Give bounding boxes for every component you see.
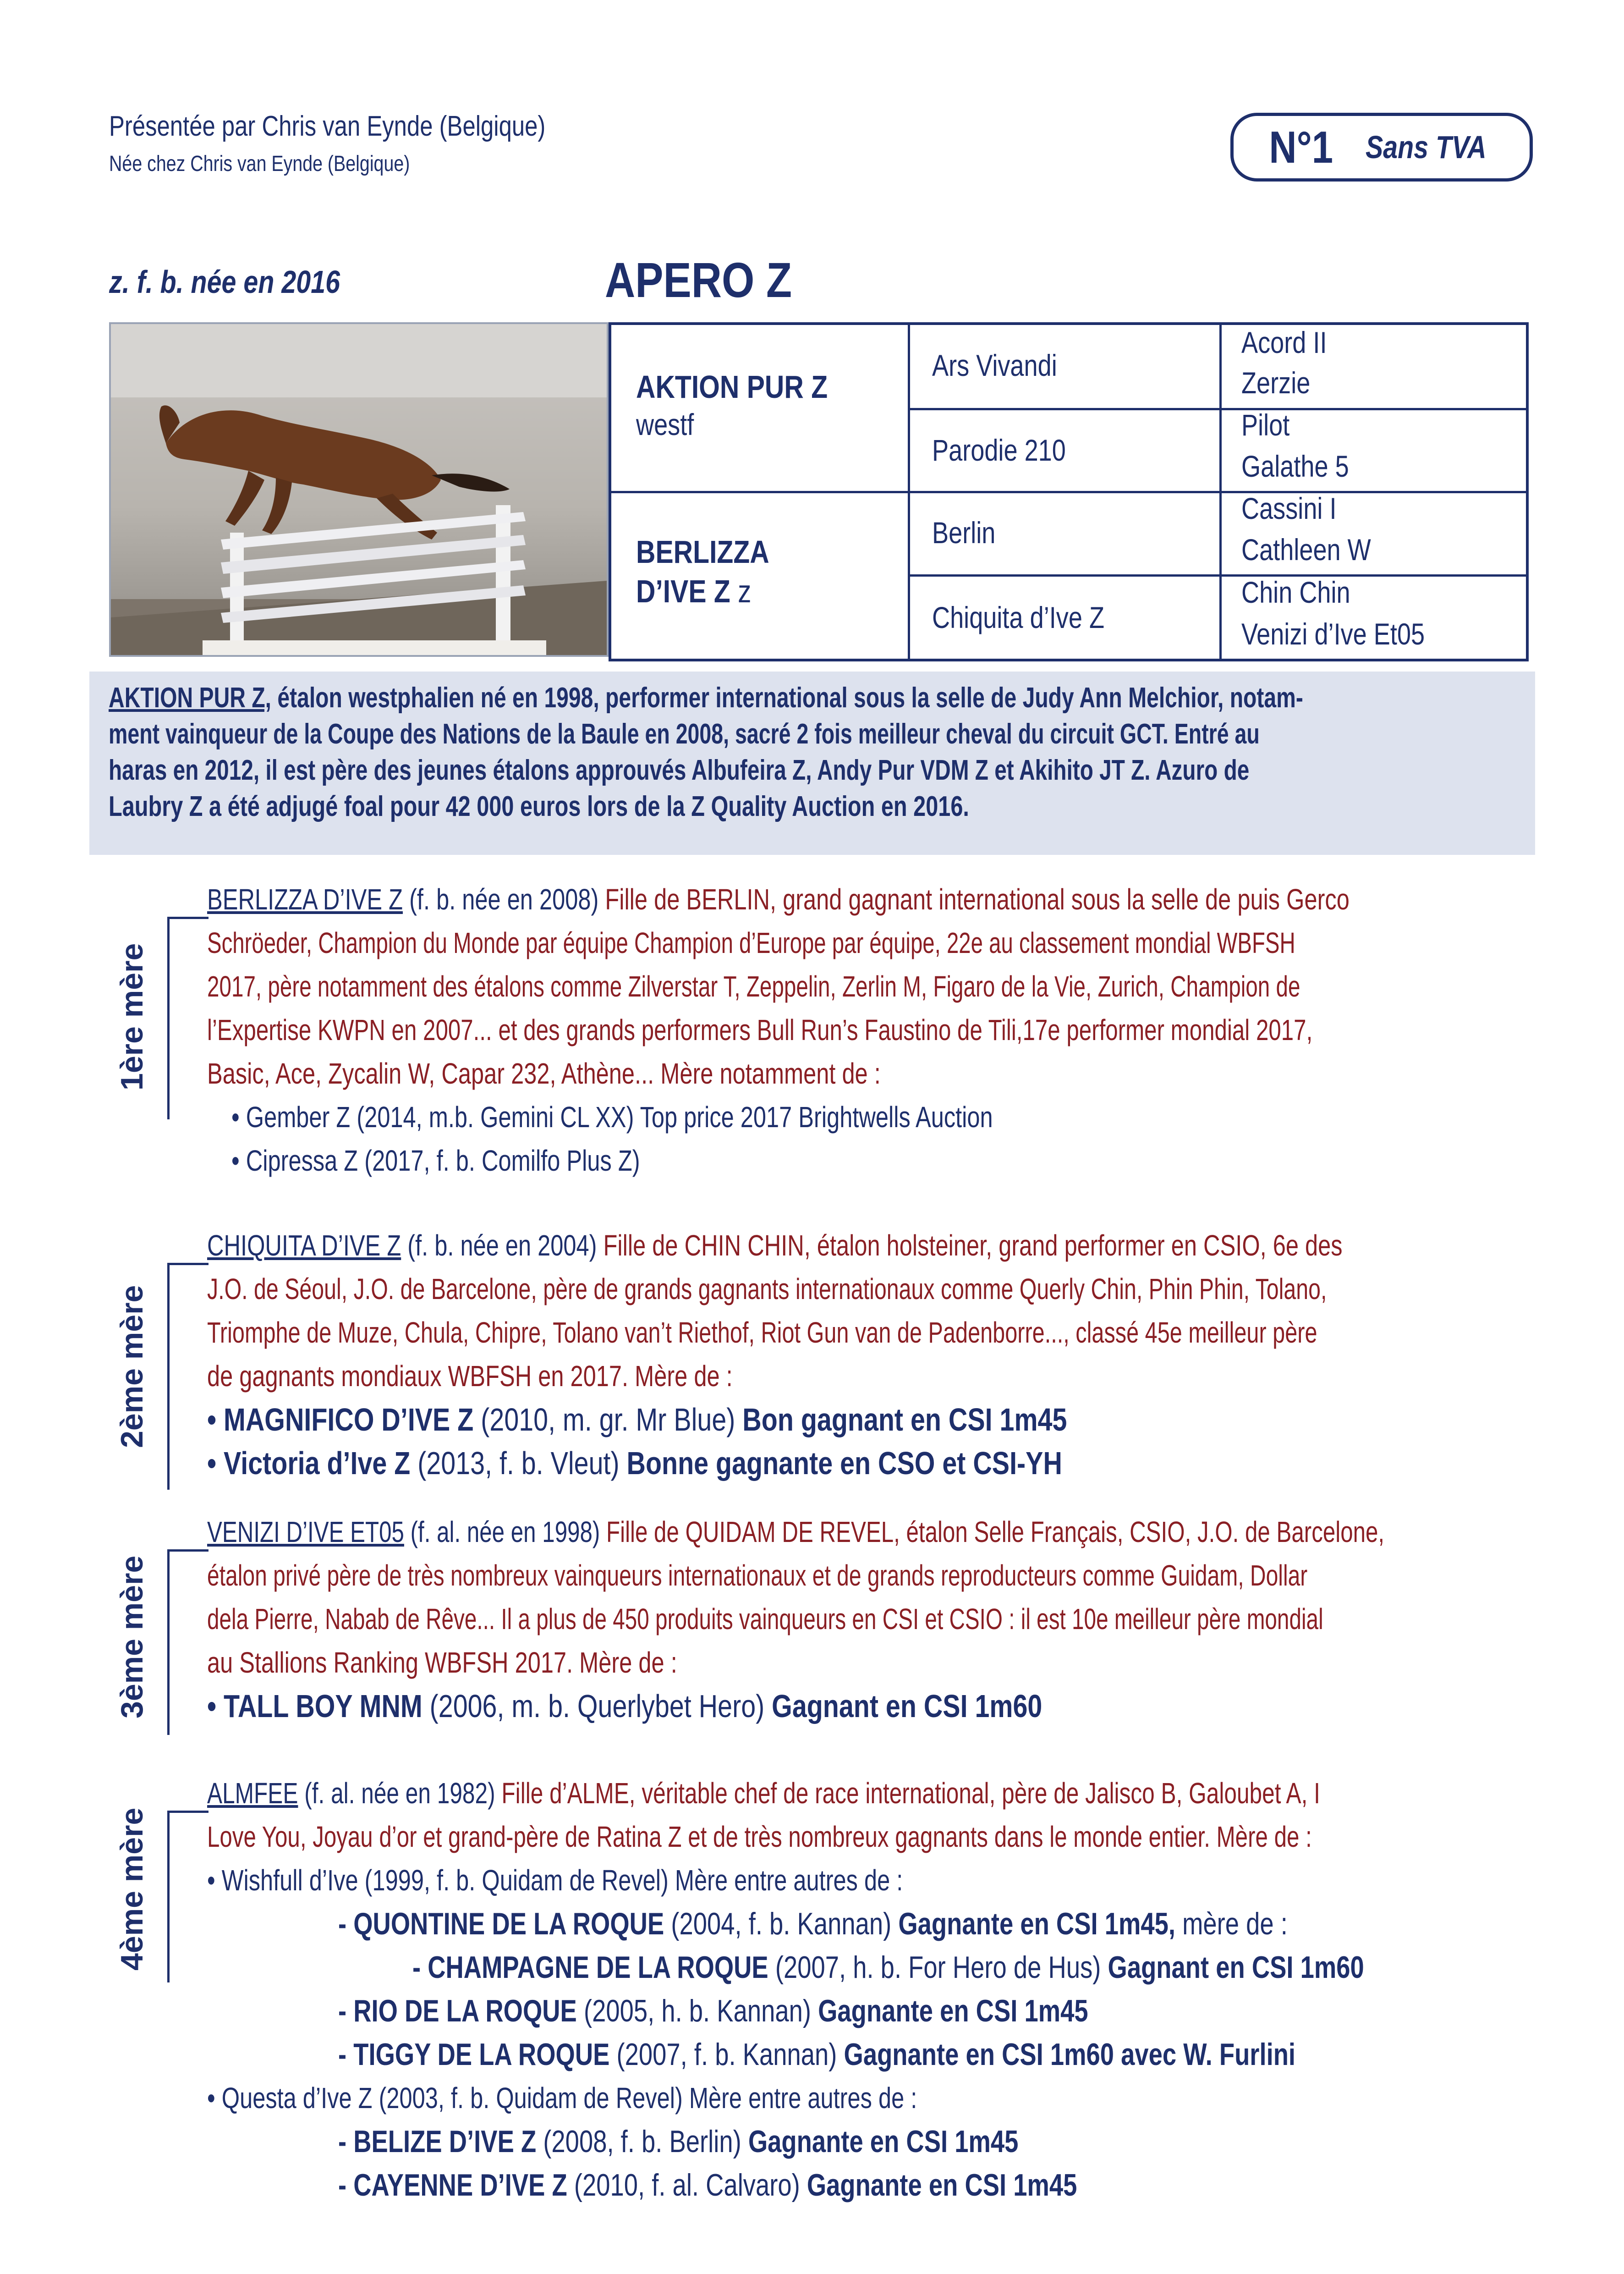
dam-3-name: VENIZI D’IVE ET05 <box>207 1515 404 1548</box>
dam-name-line2: D’IVE Z <box>636 573 730 609</box>
pedigree-table <box>609 322 1529 661</box>
dam-3-line-2: étalon privé père de très nombreux vainqueurs internationaux et de grands reproducteurs comme Guidam, Dollar <box>207 1559 1308 1592</box>
dam-1-produce-1: • Gember Z (2014, m.b. Gemini CL XX) Top price 2017 Brightwells Auction <box>231 1101 993 1134</box>
dam-4-grand-5-name: - BELIZE D’IVE Z <box>338 2124 537 2159</box>
dam-2-produce-2-meta: (2013, f. b. Vleut) <box>410 1445 627 1481</box>
dam-4-line-2: Love You, Joyau d’or et grand-père de Ratina Z et de très nombreux gagnants dans le monde entier. Mère de : <box>207 1820 1312 1853</box>
dam-4-grand-3-name: - RIO DE LA ROQUE <box>338 1993 577 2028</box>
dam-4-grand-2-perf: Gagnant en CSI 1m60 <box>1108 1950 1364 1985</box>
info-line-4: Laubry Z a été adjugé foal pour 42 000 euros lors de la Z Quality Auction en 2016. <box>109 791 969 822</box>
dam-4-grand-4-meta: (2007, f. b. Kannan) <box>609 2037 844 2072</box>
dam-2-produce-1-meta: (2010, m. gr. Mr Blue) <box>473 1402 743 1437</box>
info-line-3: haras en 2012, il est père des jeunes étalons approuvés Albufeira Z, Andy Pur VDM Z et Akihito JT Z. Azuro de <box>109 754 1250 786</box>
sire-dam: Parodie 210 <box>932 433 1066 467</box>
lot-vat: Sans TVA <box>1366 129 1487 165</box>
dam-2-produce-1-name: • MAGNIFICO D’IVE Z <box>207 1402 474 1437</box>
gen3-6: Cathleen W <box>1241 533 1371 567</box>
gen3-8: Venizi d’Ive Et05 <box>1241 617 1425 651</box>
dam-1-line-5: Basic, Ace, Zycalin W, Capar 232, Athène... Mère notamment de : <box>207 1057 881 1090</box>
dam-4-grand-5-perf: Gagnante en CSI 1m45 <box>748 2124 1019 2159</box>
dam-1-line-2: Schröeder, Champion du Monde par équipe Champion d’Europe par équipe, 22e au classement mondial WBFSH <box>207 926 1295 959</box>
dam-2-line-2: J.O. de Séoul, J.O. de Barcelone, père de grands gagnants internationaux comme Querly Chin, Phin Phin, Tolano, <box>207 1272 1327 1305</box>
dam-4-grand-6-name: - CAYENNE D’IVE Z <box>338 2168 567 2202</box>
dam-3-produce-1-meta: (2006, m. b. Querlybet Hero) <box>422 1688 772 1724</box>
sire-info-box <box>89 672 1535 855</box>
dam-4-grand-2-meta: (2007, h. b. For Hero de Hus) <box>768 1950 1108 1985</box>
dam-2-label: 2ème mère <box>115 1285 149 1448</box>
gen3-3: Pilot <box>1241 408 1290 442</box>
dam-3-produce-1-perf: Gagnant en CSI 1m60 <box>772 1688 1042 1724</box>
gen3-1: Acord II <box>1241 325 1327 359</box>
info-line-1: étalon westphalien né en 1998, performer international sous la selle de Judy Ann Melchior, notam- <box>271 682 1303 714</box>
dam-1-line-4: l’Expertise KWPN en 2007... et des grands performers Bull Run’s Faustino de Tili,17e performer mondial 2017, <box>207 1013 1313 1046</box>
dam-4-grand-6-perf: Gagnante en CSI 1m45 <box>807 2168 1077 2202</box>
dam-1-line-3: 2017, père notamment des étalons comme Zilverstar T, Zeppelin, Zerlin M, Figaro de la Vie, Zurich, Champion de <box>207 970 1300 1003</box>
dam-4-grand-1-meta: (2004, f. b. Kannan) <box>664 1906 899 1941</box>
horse-description: z. f. b. née en 2016 <box>109 264 340 300</box>
dam-2-line-4: de gagnants mondiaux WBFSH en 2017. Mère de : <box>207 1360 733 1393</box>
dam-1-label: 1ère mère <box>115 943 149 1090</box>
dam-3-produce-1-name: • TALL BOY MNM <box>207 1688 422 1724</box>
gen3-4: Galathe 5 <box>1241 449 1349 483</box>
dam-studbook: z <box>738 573 752 609</box>
dam-4-daughter-1: • Wishfull d’Ive (1999, f. b. Quidam de Revel) Mère entre autres de : <box>207 1864 903 1897</box>
dam-4-grand-2-name: - CHAMPAGNE DE LA ROQUE <box>412 1950 768 1985</box>
info-line-2: ment vainqueur de la Coupe des Nations de la Baule en 2008, sacré 2 fois meilleur cheval du circuit GCT. Entré au <box>109 718 1260 750</box>
horse-photo <box>109 322 609 657</box>
dam-4-grand-1-perf: Gagnante en CSI 1m45, <box>898 1906 1175 1941</box>
sire-sire: Ars Vivandi <box>932 348 1057 382</box>
dam-sire: Berlin <box>932 516 996 550</box>
horse-name: APERO Z <box>605 252 792 308</box>
dam-1-meta: (f. b. née en 2008) <box>403 883 599 916</box>
dam-4-grand-1-name: - QUONTINE DE LA ROQUE <box>338 1906 664 1941</box>
lot-badge <box>1230 113 1533 182</box>
dam-4-grand-1-tail: mère de : <box>1175 1906 1288 1941</box>
dam-4-name: ALMFEE <box>207 1777 298 1810</box>
dam-1-line-1: Fille de BERLIN, grand gagnant international sous la selle de puis Gerco <box>598 883 1350 916</box>
lot-number: N°1 <box>1269 121 1333 172</box>
dam-4-grand-3-perf: Gagnante en CSI 1m45 <box>818 1993 1088 2028</box>
gen3-5: Cassini I <box>1241 491 1337 525</box>
presenter-text: Présentée par Chris van Eynde (Belgique) <box>109 110 546 142</box>
gen3-2: Zerzie <box>1241 366 1311 400</box>
dam-2-produce-2-perf: Bonne gagnante en CSO et CSI-YH <box>626 1445 1062 1481</box>
dam-4-grand-4-name: - TIGGY DE LA ROQUE <box>338 2037 610 2072</box>
dam-2-line-3: Triomphe de Muze, Chula, Chipre, Tolano van’t Riethof, Riot Gun van de Padenborre..., classé 45e meilleur père <box>207 1316 1317 1349</box>
sire-cell <box>636 369 864 442</box>
dam-3-meta: (f. al. née en 1998) <box>404 1515 600 1548</box>
dam-2-produce-1-perf: Bon gagnant en CSI 1m45 <box>742 1402 1067 1437</box>
dam-4-daughter-2: • Questa d’Ive Z (2003, f. b. Quidam de Revel) Mère entre autres de : <box>207 2081 917 2114</box>
dam-1-name: BERLIZZA D’IVE Z <box>207 883 403 916</box>
dam-3-line-1: Fille de QUIDAM DE REVEL, étalon Selle Français, CSIO, J.O. de Barcelone, <box>600 1515 1385 1548</box>
breeder-text: Née chez Chris van Eynde (Belgique) <box>109 152 410 176</box>
dam-4-grand-6-meta: (2010, f. al. Calvaro) <box>567 2168 807 2202</box>
dam-dam: Chiquita d’Ive Z <box>932 600 1105 634</box>
dam-2-meta: (f. b. née en 2004) <box>401 1229 597 1262</box>
sire-name: AKTION PUR Z <box>636 369 828 405</box>
dam-name-line1: BERLIZZA <box>636 534 769 570</box>
dam-4-line-1: Fille d’ALME, véritable chef de race international, père de Jalisco B, Galoubet A, I <box>495 1777 1320 1810</box>
dam-4-label: 4ème mère <box>115 1807 149 1971</box>
dam-2-line-1: Fille de CHIN CHIN, étalon holsteiner, grand performer en CSIO, 6e des <box>597 1229 1343 1262</box>
dam-2-produce-2-name: • Victoria d’Ive Z <box>207 1445 411 1481</box>
sire-studbook: westf <box>636 407 694 441</box>
dam-4-grand-4-perf: Gagnante en CSI 1m60 avec W. Furlini <box>844 2037 1296 2072</box>
dam-3-line-3: dela Pierre, Nabab de Rêve... Il a plus de 450 produits vainqueurs en CSI et CSIO : il est 10e meilleur père mondial <box>207 1602 1323 1635</box>
dam-4-grand-5-meta: (2008, f. b. Berlin) <box>536 2124 748 2159</box>
dam-3-label: 3ème mère <box>115 1555 149 1718</box>
gen3-7: Chin Chin <box>1241 575 1350 609</box>
dam-2-name: CHIQUITA D’IVE Z <box>207 1229 401 1262</box>
dam-4-meta: (f. al. née en 1982) <box>298 1777 495 1810</box>
dam-cell <box>636 534 795 610</box>
dam-3-line-4: au Stallions Ranking WBFSH 2017. Mère de : <box>207 1646 677 1679</box>
dam-4-grand-3-meta: (2005, h. b. Kannan) <box>576 1993 818 2028</box>
dam-1-produce-2: • Cipressa Z (2017, f. b. Comilfo Plus Z) <box>231 1144 640 1177</box>
sire-info-link: AKTION PUR Z, <box>109 682 272 714</box>
